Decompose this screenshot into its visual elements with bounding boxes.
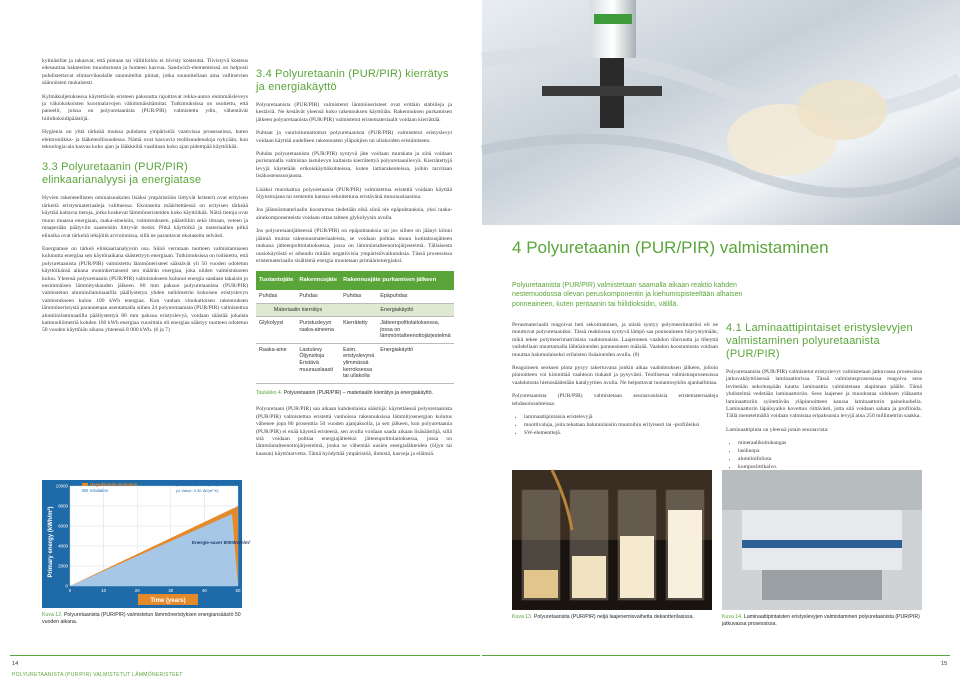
- list-item: • muottivaluja, joita tekataan halutunlaisiin muotoihin erityisesti tai -profiileiksi: [524, 422, 718, 429]
- right-column-a: [512, 322, 718, 443]
- table-cell: Epäpuhdas: [377, 290, 453, 303]
- intro-paragraph-3: Hygienia on yhtä tärkeää muissa puhdasta ympäristöä vaativissa prosesseissa, kuten elektroniikka- ja lääketeollisuudessa. Nämä ovat kasvavia teollisuudenaloja nykyään, kun teknologia-ala kasvaa koko ajan ja lääkkeiltä vaaditaan koko ajan pidempää käyttöikää.: [42, 129, 248, 151]
- chart-ylabel: Primary energy (kWh/m²): [48, 506, 54, 578]
- section-34-paragraph-1: Polyuretaanista (PUR/PIR) valmistetut lämmöneristeet ovat erittäin stabiileja ja kestäviä. Ne kestävät yleensä koko rakennuksen käyttöiän. Rakennuksen purkamisen jälkeen polyuretaanista (PUR/PIR) valmistetut eristemateriaalit voidaan kierrättää.: [256, 102, 452, 123]
- chart-svg: [42, 480, 251, 608]
- y-tick-labels: [56, 484, 69, 589]
- chapter-number: 4: [512, 238, 522, 257]
- right-paragraph-1: Perusmateriaalit reagoivat heti sekoittamisen, ja niistä syntyy polymeerimatriisi eli ne muuttuvat polyuretaaniksi. Tässä reaktiossa syntyvä lämpö saa ponneaineen höyrystymään, mikä tekee polymeerimatriisista vaahtomaista. Laajenneen vaahdon tilavuutta ja tiheyttä vaihdellaan muuttamalla lähtöaineiden ponneaineen määrää. Vaahdon koostumusta voidaan muuttaa halutunlaiseksi erilaisten lisäaineiden avulla. (8): [512, 322, 718, 358]
- table-subheader: Materiaalin kierrätys: [256, 303, 340, 317]
- list-item: • alumiinifoliota: [738, 456, 922, 463]
- table-header: Rakennusjäte: [296, 271, 340, 290]
- table-header-row: [256, 271, 454, 290]
- table-subheader-row: [256, 303, 454, 317]
- x-tick-label: 20: [134, 588, 140, 593]
- legend-label-insulation: Insulation: [90, 488, 108, 493]
- section-34-heading: [256, 68, 452, 94]
- u-value-uninsulated: (U-Value: 1,53 W/(m² K): [176, 482, 219, 487]
- right-paragraph-3: Polyuretaanista (PUR/PIR) valmistetaan seuraavanlaisia eristemateriaaleja tehdasolosuhteissa:: [512, 393, 718, 407]
- legend-label-uninsulated: Ungedämmte Insulation: [90, 482, 138, 487]
- section-33-paragraph-2: Energiatase on tärkeä elinkaarianalyysin osa. Siinä verrataan tuotteen valmistamiseen kulunutta energiaa sen käytönaikana säästettyyn energiaan. Tutkimuksissa on todistettu, että polyuretaanista (PUR/PIR) valmistettu lämmöneristeet säästävät yli 50 vuoden odotetun käyttöikänsä aikana moninkertaisesti sen määrän energiaa, joka niiden valmistukseen kuluu. Yleensä polyuretaanin (PUR/PIR) valmistukseen kulunut energia saadaan takaisin jo ensimmäisen lämmityskauden jälkeen. 80 mm paksun polyuretaanista (PUR/PIR) valmistetun alumiinilaminaatilla päällystetyn yhden neliömetrin kokoisen eristyslevyn valmistukseen kuluu 100 kWh energiaa. Kun vanhan vinokattoisen rakennuksen lämmöneristystä parannetaan asentamalla siihen 24 polyuretaanista (PUR/PIR) valmistettua alumiinilaminaatilla päällystettyä 80 mm paksua eristyslevyä, voidaan säästää jokaista kattoneliömetriä kohden 160 kWh energiaa vuosittain eli energiaa säästyy tuotteen odotetun 50 vuoden käyttöiän aikana yhteensä 8 000 kWh. (6 ja 7): [42, 245, 248, 334]
- spray-foam-photo: [482, 0, 960, 225]
- x-tick-label: 0: [68, 588, 72, 593]
- recycling-table: [256, 271, 454, 384]
- section-41-title: Laminaattipintaiset eristyslevyjen valmistaminen polyuretaanista (PUR/PIR): [726, 322, 913, 360]
- section-34-paragraph-6: Jos polyuretaanijätteessä (PUR/PIR) on epäpuhtauksia tai jos siihen on jäänyt kiinni jäämiä muista rakennusmateriaaleista, se voidaan polttaa muun kotitalousjätteen mukana jätteenpolttolaitoksessa, jossa on lämmöntalteenottojärjestelmä. Tällaisesta uusiokäytöstä ei aiheudu mitään negatiivisia ympäristövaikutuksia. Tässä prosessissa eristemateriaalin sisältämä energia muutetaan primäärienergiaksi.: [256, 228, 452, 264]
- list-item: • mineraalikuitukangas: [738, 440, 922, 447]
- section-34-paragraph-5: Jos jäännösmateriaalin koostumus tiedetään eikä siinä ole epäpuhtauksia, yksi raaka-ainekomponenteista voidaan ottaa talteen glykolyysin avulla.: [256, 207, 452, 221]
- left-page-column: [42, 58, 248, 341]
- section-41-paragraph-2: Laminaattipinta on yleensä jotain seuraavista:: [726, 426, 829, 433]
- table-caption-text: Polyuretaanin (PUR/PIR) – materiaalin kierrätys ja energiakäyttö.: [283, 389, 434, 396]
- caption-14-text: Laminaattipintaisten eristyslevyjen valmistaminen polyuretaanista (PUR/PIR) jatkuvassa prosessissa.: [722, 614, 920, 627]
- chapter-lead: Polyuretaanista (PUR/PIR) valmistetaan saamalla aikaan reaktio kahden nestemuodossa olevan peruskomponentin ja kiehumispisteeltään alhaisen ponneaineen, kuten pentaanin tai hiilidioksidin, välillä.: [512, 282, 743, 308]
- beaker-photo: [512, 470, 712, 610]
- table-cell: Puristusleyyn raaka-aineena: [296, 317, 340, 344]
- list-item: • komposiittikalvo.: [738, 464, 922, 471]
- caption-13-text: Polyuretaanista (PUR/PIR) neljä laajenemisvaihetta dekantterilasissa.: [533, 614, 694, 620]
- x-tick-label: 30: [168, 588, 174, 593]
- list-item: • SW-elementtejä.: [524, 430, 718, 437]
- table-cell: Energiakäyttö: [377, 343, 453, 383]
- table-cell: Esim. eristyslevynä ylimmässä kerroksessa tai ullakolla: [340, 343, 377, 383]
- table-row: [256, 343, 454, 383]
- y-tick-label: 0: [65, 583, 68, 589]
- table-cell: Kierrätetty: [340, 317, 377, 344]
- section-34-paragraph-2: Puhtaat ja vaurioitumattomat polyuretaanista (PUR/PIR) valmistetut eristyslevyt voidaan käyttää uudelleen rakennusten yläpohjien tai ullakoiden eristämiseen.: [256, 130, 452, 144]
- section-34-title: Polyuretaanin (PUR/PIR) kierrätys ja energiakäyttö: [256, 68, 449, 93]
- y-tick-label: 6000: [58, 523, 68, 529]
- chapter-4-title: [512, 238, 829, 258]
- footer-rule-left: [10, 655, 480, 656]
- section-33-heading: [42, 161, 248, 187]
- energy-savings-chart: [42, 480, 251, 608]
- table-caption-label: Taulukko 4.: [256, 389, 283, 396]
- u-value-insulation: (U-Value: 0,30 W/(m² K): [176, 488, 219, 493]
- section-34-number: 3.4: [256, 68, 272, 80]
- table-row: [256, 290, 454, 303]
- laminate-list: [738, 440, 922, 471]
- laminator-photo: [722, 470, 922, 610]
- table-cell: Lastulevy Öljynsitoja Eristävä muurauslaasti: [296, 343, 340, 383]
- table-header: Rakennusjäte purkamisen jälkeen: [340, 271, 454, 290]
- intro-paragraph-2: Kylmäkuljetuksessa käytettävän eristeen paksuutta rajoittavat rekka-auton enimmäisleveys ja väkiokokoisten kuormalavojen vähimmäisitämitat. Tutkimuksissa on osoitettu, että paneelit, joissa on polyuretaanista (PUR/PIR) valmistettu ydin, vähentävät hiilidioksidipäästöjä.: [42, 93, 248, 122]
- section-33-number: 3.3: [42, 161, 58, 174]
- table-caption: [256, 390, 452, 397]
- chart-caption-label: Kuva 12.: [42, 612, 63, 618]
- legend-swatch-uninsulated: [82, 483, 88, 486]
- x-tick-labels: [69, 588, 241, 593]
- footer-rule-right: [482, 655, 950, 656]
- chart-caption-text: Polyuretaanista (PUR/PIR) valmistetun lämmöneristyksen energiansäästö 50 vuoden aikana.: [42, 612, 241, 625]
- right-paragraph-2: Reagoineen seoksen pinta pysyy takertuvana jonkin aikaa vaahdotuksen jälkeen, jolloin pinnoitteen voi kiinnittää vaahtoon tiukasti ja pysyvästi. Teollisessa valmistusprosessissa vaahdotusta hienosäädetään katalyyttien avulla. Ne helpottavat tuotantosyklin ajanhallintaa.: [512, 365, 718, 386]
- x-tick-label: 10: [101, 588, 107, 593]
- footer-title: POLYURETAANISTA (PUR/PIR) VALMISTETUT LÄMMÖNERISTEET: [12, 672, 183, 678]
- table-cell: Glykolyysi: [256, 317, 296, 344]
- intro-paragraph-1: kylmäsillat ja takaavat, että pintaan tai välitiloihin ei tiivisty kosteutta. Tiivistyvä kosteus edesauttaa bakteerien muodostusta ja homeen kasvua. Sandwich-elementeissä on helposti puhdistettavat elintarvikealalle suunnitellut pinnat, jotka suunnitellaan aina vallitsevien säännösten mukaisesti.: [42, 58, 248, 87]
- product-list: [524, 414, 718, 437]
- caption-14: [722, 614, 922, 627]
- closing-paragraph: Polyuretaani (PUR/PIR) saa aikaan kahdenlaisia säästöjä: käytettäessä polyuretaanista (PUR/PIR) valmistettua eristettä vanhoissa rakennuksissa lämmitysenergian kulutus vähenee jopa 80 prosenttia 50 vuoden ajanjaksolla, ja sen jälkeen, kun polyuretaania (PUR/PIR) ei enää käytetä eristeenä, sen avulla voidaan saada aikaan lisäsäästöjä, sillä sitä voidaan polttaa energiajätteeksi jätteenpolttolaitoksessa, jossa on lämmöntalteenottojärjestelmä, jonka se vähentää uusien energialähteiden (öljyn tai kaasun) käyttötarvetta. Tämä hyödyttää ympäristöä, ihmistä, kasveja ja eläimiä.: [256, 406, 452, 457]
- y-tick-label: 4000: [58, 543, 68, 549]
- page-number-left: 14: [12, 661, 19, 667]
- section-33-title: Polyuretaanin (PUR/PIR) elinkaarianalyysi ja energiatase: [42, 161, 202, 187]
- beaker-illustration: [512, 470, 712, 610]
- table-cell: Raaka-aine: [256, 343, 296, 383]
- table-subheader: Energiakäyttö: [340, 303, 454, 317]
- chart-xlabel: Time (years): [150, 598, 186, 604]
- list-item: • lasihuopa: [738, 448, 922, 455]
- y-tick-label: 8000: [58, 503, 68, 509]
- caption-13-label: Kuva 13.: [512, 614, 533, 620]
- chart-caption: [42, 612, 242, 625]
- legend-swatch-insulation: [82, 489, 88, 492]
- caption-13: [512, 614, 712, 621]
- section-41-number: 4.1: [726, 322, 742, 334]
- laminator-illustration: [722, 470, 922, 610]
- caption-14-label: Kuva 14.: [722, 614, 743, 620]
- table-header: Tuotantojäte: [256, 271, 296, 290]
- section-41-paragraph-1: Polyuretaanista (PUR/PIR) valmistetut eristyslevyt valmistetaan jatkuvassa prosessissa jatkuvakäyttöisessä laminaattorissa. Tässä valmistusprosessissa reagoiva seos levitetään sekoituspään kautta laminaattia valmistetaan alapinnan päälle. Tämä yhdistelmä vedetään laminaattoriin. Seos laajenee ja muodostaa sidoksen yläkautta laminaattoriin syötettävän yläpinnoitteen kanssa laminaattorin paineluohella. Laminaattorin läpäisyaiko kovettuu riittävästi, jotta sitä voidaan sahata ja profiloida. Tällä menetelmällä voidaan valmistaa eripaksuisia levyjä aina 250 millimetriin saakka.: [726, 369, 922, 420]
- y-tick-label: 2000: [58, 563, 68, 569]
- table-cell: Puhdas: [340, 290, 377, 303]
- section-41-heading: [726, 322, 922, 361]
- y-tick-label: 10000: [55, 483, 68, 489]
- right-column-b: [726, 322, 922, 477]
- x-tick-label: 50: [235, 588, 241, 593]
- table-cell: Puhdas: [296, 290, 340, 303]
- table-cell: Puhdas: [256, 290, 296, 303]
- energy-saver-annotation: Energie-saver 8000kWh/m²: [192, 540, 251, 545]
- list-item: • laminaattipintaisia eristelevyjä: [524, 414, 718, 421]
- section-34-paragraph-3: Puhdas polyuretaanista (PUR/PIR) syntyvä jäte voidaan murskata ja siitä voidaan puristamalla valmistaa lastulevyn kaltaista kierrätettyä polyuretaanilevyä. Kierrätettyjä levyjä käytetään erikoiskäyttökohteissa, kuten lattiarakenteissa, joihin tarvitaan lisäkosteussuojausta.: [256, 151, 452, 180]
- middle-column: [256, 58, 452, 464]
- section-34-paragraph-4: Lisäksi murskattua polyuretaania (PUR/PIR) valmistettua eristettä voidaan käyttää öljynsitojana tai sementin kanssa sekoitettuna eristävänä muurauslaastina.: [256, 186, 452, 201]
- page-number-right: 15: [941, 661, 948, 667]
- section-33-paragraph-1: Hyvien rakenteellisten ominaisuuksien lisäksi ympäristöön liittyvät kriteerit ovat erityisen tärkeitä eristysmateriaaleja valittaessa. Ekotaseita määritettäessä on erityisen tärkeää käyttää kattavia tietoja, jotka koskevat lämmöneristeiden koko käyttöikää. Näitä tietoja ovat muun muassa energiaan, raaka-aineisiin, valmistukseen, päästöihin sekä ilmaan, veteen ja maaperään päätyviin saasteisiin liittyvät tiedot. Pitkä käyttöikä ja materiaalien pitkä elinaika ovat tärkeitä tekijöitä arvioinnissa, sillä ne parantavat ekotaseita selvästi.: [42, 195, 248, 239]
- table-row: [256, 317, 454, 344]
- chapter-title-text: Polyuretaanin (PUR/PIR) valmistaminen: [526, 238, 829, 257]
- spray-foam-illustration: [482, 0, 960, 225]
- table-cell: Jätteenpolttolaitoksessa, jossa on lämmöntalteenottojärjestelmä: [377, 317, 453, 344]
- x-tick-label: 40: [201, 588, 207, 593]
